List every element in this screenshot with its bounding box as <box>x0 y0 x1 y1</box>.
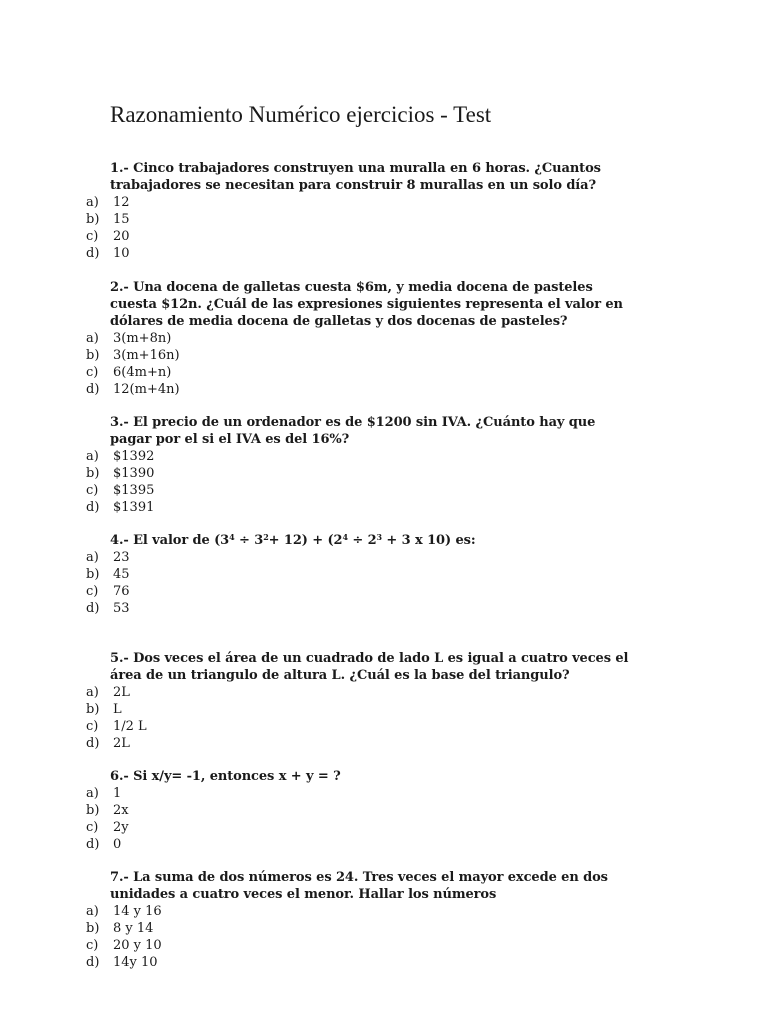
answer-options <box>0 684 768 752</box>
question-line: 3.- El precio de un ordenador es de $1200 sin IVA. ¿Cuánto hay que <box>110 415 596 430</box>
question-line: dólares de media docena de galletas y dos docenas de pasteles? <box>110 314 568 329</box>
question-3 <box>0 414 768 516</box>
question-text <box>110 650 650 684</box>
option-value: 6(4m+n) <box>113 365 172 380</box>
option-letter: c) <box>86 365 99 380</box>
answer-option <box>0 482 768 499</box>
expression-part: ÷ 3 <box>234 533 264 548</box>
question-line: cuesta $12n. ¿Cuál de las expresiones siguientes representa el valor en <box>110 297 623 312</box>
answer-option <box>0 566 768 583</box>
option-letter: d) <box>86 500 100 515</box>
option-letter: a) <box>86 685 99 700</box>
question-text <box>110 869 650 903</box>
option-value: 0 <box>113 837 122 852</box>
answer-options <box>0 194 768 262</box>
exponent: 2 <box>263 532 269 542</box>
option-value: 1 <box>113 786 122 801</box>
answer-options <box>0 549 768 617</box>
expression-prefix: 4.- El valor de (3 <box>110 533 230 548</box>
exponent: 4 <box>342 532 348 542</box>
question-7 <box>0 869 768 971</box>
answer-option <box>0 499 768 516</box>
option-letter: c) <box>86 820 99 835</box>
answer-option <box>0 211 768 228</box>
answer-options <box>0 448 768 516</box>
answer-option <box>0 684 768 701</box>
document-title: Razonamiento Numérico ejercicios - Test <box>110 102 492 127</box>
question-1 <box>0 160 768 262</box>
answer-option <box>0 785 768 802</box>
answer-option <box>0 347 768 364</box>
answer-option <box>0 836 768 853</box>
answer-option <box>0 381 768 398</box>
answer-option <box>0 718 768 735</box>
question-text <box>110 532 650 549</box>
option-value: 53 <box>113 601 130 616</box>
option-value: 2y <box>113 820 129 835</box>
question-5 <box>0 650 768 752</box>
option-letter: b) <box>86 803 100 818</box>
option-value: 2L <box>113 685 130 700</box>
answer-option <box>0 920 768 937</box>
option-value: 14y 10 <box>113 955 158 970</box>
option-letter: c) <box>86 483 99 498</box>
option-value: $1392 <box>113 449 155 464</box>
option-letter: c) <box>86 584 99 599</box>
option-letter: a) <box>86 904 99 919</box>
option-letter: b) <box>86 466 100 481</box>
answer-option <box>0 583 768 600</box>
question-line: 7.- La suma de dos números es 24. Tres veces el mayor excede en dos <box>110 870 608 885</box>
question-text <box>110 768 650 785</box>
question-6 <box>0 768 768 853</box>
option-letter: d) <box>86 955 100 970</box>
option-value: 1/2 L <box>113 719 147 734</box>
answer-option <box>0 228 768 245</box>
option-value: 8 y 14 <box>113 921 154 936</box>
option-value: $1395 <box>113 483 155 498</box>
answer-options <box>0 903 768 971</box>
option-letter: b) <box>86 348 100 363</box>
answer-option <box>0 330 768 347</box>
option-value: 2x <box>113 803 129 818</box>
option-letter: d) <box>86 246 100 261</box>
option-value: L <box>113 702 122 717</box>
answer-option <box>0 600 768 617</box>
answer-option <box>0 465 768 482</box>
answer-option <box>0 245 768 262</box>
question-line: área de un triangulo de altura L. ¿Cuál es la base del triangulo? <box>110 668 570 683</box>
option-value: 12 <box>113 195 130 210</box>
answer-option <box>0 448 768 465</box>
option-letter: c) <box>86 938 99 953</box>
option-letter: a) <box>86 449 99 464</box>
question-line <box>110 532 650 549</box>
answer-option <box>0 735 768 752</box>
answer-option <box>0 819 768 836</box>
option-letter: c) <box>86 229 99 244</box>
option-value: 2L <box>113 736 130 751</box>
answer-option <box>0 802 768 819</box>
answer-options <box>0 330 768 398</box>
option-value: $1391 <box>113 500 155 515</box>
answer-option <box>0 903 768 920</box>
answer-option <box>0 549 768 566</box>
question-line: 1.- Cinco trabajadores construyen una muralla en 6 horas. ¿Cuantos <box>110 161 601 176</box>
option-value: 45 <box>113 567 130 582</box>
answer-option <box>0 937 768 954</box>
expression-part: + 12) + (2 <box>268 533 343 548</box>
option-value: 20 <box>113 229 130 244</box>
question-line: 2.- Una docena de galletas cuesta $6m, y media docena de pasteles <box>110 280 593 295</box>
answer-option <box>0 194 768 211</box>
option-value: $1390 <box>113 466 155 481</box>
answer-option <box>0 954 768 971</box>
question-4 <box>0 532 768 617</box>
option-value: 76 <box>113 584 130 599</box>
option-value: 15 <box>113 212 130 227</box>
question-line: 6.- Si x/y= -1, entonces x + y = ? <box>110 769 341 784</box>
option-letter: d) <box>86 736 100 751</box>
option-letter: d) <box>86 837 100 852</box>
question-text <box>110 414 650 448</box>
question-2 <box>0 279 768 398</box>
option-value: 10 <box>113 246 130 261</box>
option-letter: b) <box>86 212 100 227</box>
question-line: trabajadores se necesitan para construir 8 murallas en un solo día? <box>110 178 596 193</box>
option-value: 20 y 10 <box>113 938 162 953</box>
option-value: 14 y 16 <box>113 904 162 919</box>
answer-option <box>0 364 768 381</box>
question-text <box>110 279 650 330</box>
option-letter: d) <box>86 601 100 616</box>
option-letter: c) <box>86 719 99 734</box>
expression-suffix: + 3 x 10) es: <box>382 533 476 548</box>
option-letter: a) <box>86 195 99 210</box>
exponent: 4 <box>229 532 235 542</box>
option-value: 12(m+4n) <box>113 382 180 397</box>
option-letter: a) <box>86 331 99 346</box>
answer-option <box>0 701 768 718</box>
option-letter: a) <box>86 550 99 565</box>
question-line: 5.- Dos veces el área de un cuadrado de lado L es igual a cuatro veces el <box>110 651 629 666</box>
expression-part: ÷ 2 <box>347 533 377 548</box>
option-letter: b) <box>86 921 100 936</box>
option-letter: a) <box>86 786 99 801</box>
exponent: 3 <box>376 532 382 542</box>
option-value: 3(m+8n) <box>113 331 172 346</box>
question-line: unidades a cuatro veces el menor. Hallar los números <box>110 887 497 902</box>
answer-options <box>0 785 768 853</box>
question-text <box>110 160 650 194</box>
option-value: 3(m+16n) <box>113 348 180 363</box>
option-letter: b) <box>86 567 100 582</box>
option-letter: d) <box>86 382 100 397</box>
option-letter: b) <box>86 702 100 717</box>
question-line: pagar por el si el IVA es del 16%? <box>110 432 350 447</box>
option-value: 23 <box>113 550 130 565</box>
